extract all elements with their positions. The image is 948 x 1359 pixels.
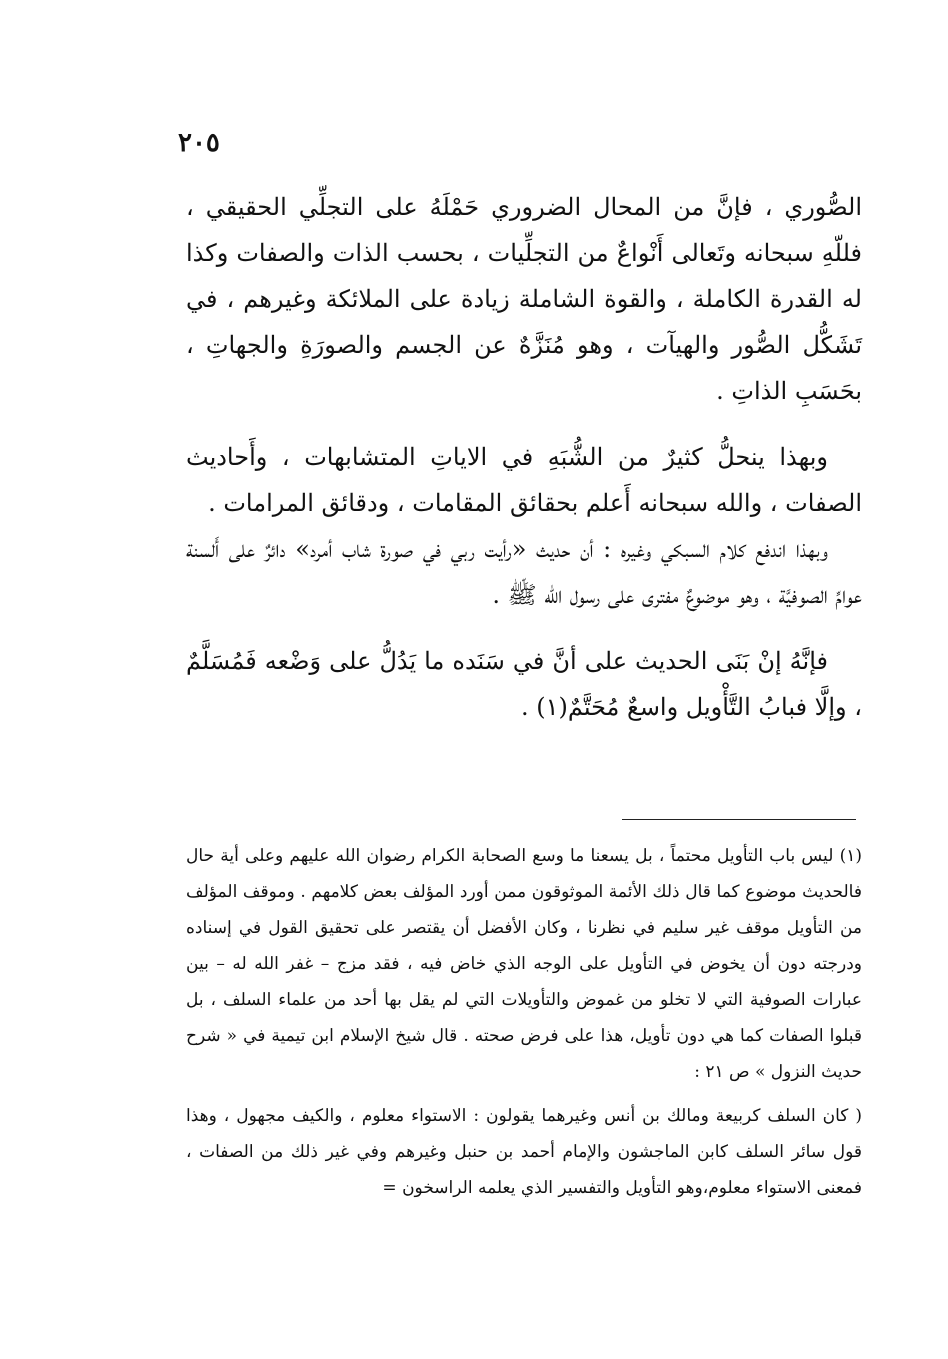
page-number: ٢٠٥ <box>178 128 220 158</box>
paragraph-1: الصُّوري ، فإنَّ من المحال الضروري حَمْلَهُ على التجلِّي الحقيقي ، فللّهِ سبحانه وتَعالى أَنْواعٌ من التجلِّيات ، بحسب الذات والصفات وكذا له القدرة الكاملة ، والقوة الشاملة زيادة على الملائكة وغيرهم ، في تَشَكُّل الصُّور والهيآت ، وهو مُنَزَّهٌ عن الجسم والصورَةِ والجهاتِ ، بحَسَبِ الذاتِ . <box>186 193 863 405</box>
paragraph-4: فإنَّهُ إنْ بَنَى الحديث على أنَّ في سَنَده ما يَدُلُّ على وَضْعه فَمُسَلَّمٌ ، وإلَّا فبابُ التَّأْويل واسعٌ مُحَتَّمٌ(١) . <box>186 647 862 721</box>
footnotes <box>186 838 862 1206</box>
footnote-1-quote: ( كان السلف كربيعة ومالك بن أنس وغيرهما يقولون : الاستواء معلوم ، والكيف مجهول ، وهذا قول سائر السلف كابن الماجشون والإمام أحمد بن حنبل وغيرهم وفي غير ذلك من الصفات ، فمعنى الاستواء معلوم،وهو التأويل والتفسير الذي يعلمه الراسخون = <box>186 1106 862 1198</box>
footnote-separator <box>622 819 856 820</box>
paragraph-3: وبهذا اندفع كلام السبكي وغيره : أن حديث «رأيت ربي في صورة شاب أمرد» دائرٌ على أَلسنة عوامِّ الصوفيَّة ، وهو موضوعٌ مفترى على رسول الله ﷺ . <box>186 535 862 609</box>
paragraph-2: وبهذا ينحلُّ كثيرٌ من الشُّبَهِ في الاياتِ المتشابهات ، وأَحاديث الصفات ، والله سبحانه أَعلم بحقائق المقامات ، ودقائق المرامات . <box>186 443 862 517</box>
footnote-1: (١) ليس باب التأويل محتماً ، بل يسعنا ما وسع الصحابة الكرام رضوان الله عليهم وعلى أية حال فالحديث موضوع كما قال ذلك الأئمة الموثوقون ممن أورد المؤلف بعض كلامهم . وموقف المؤلف من التأويل موقف غير سليم في نظرنا ، وكان الأفضل أن يقتصر على تحقيق القول في إسناده ودرجته دون أن يخوض في التأويل على الوجه الذي خاض فيه ، فقد مزج – غفر الله له – بين عبارات الصوفية التي لا تخلو من غموض والتأويلات التي لم يقل بها أحد من علماء السلف ، بل قبلوا الصفات كما هي دون تأويل، هذا على فرض صحته . قال شيخ الإسلام ابن تيمية في « شرح حديث النزول » ص ٢١ : <box>186 846 862 1082</box>
main-text <box>186 184 862 730</box>
